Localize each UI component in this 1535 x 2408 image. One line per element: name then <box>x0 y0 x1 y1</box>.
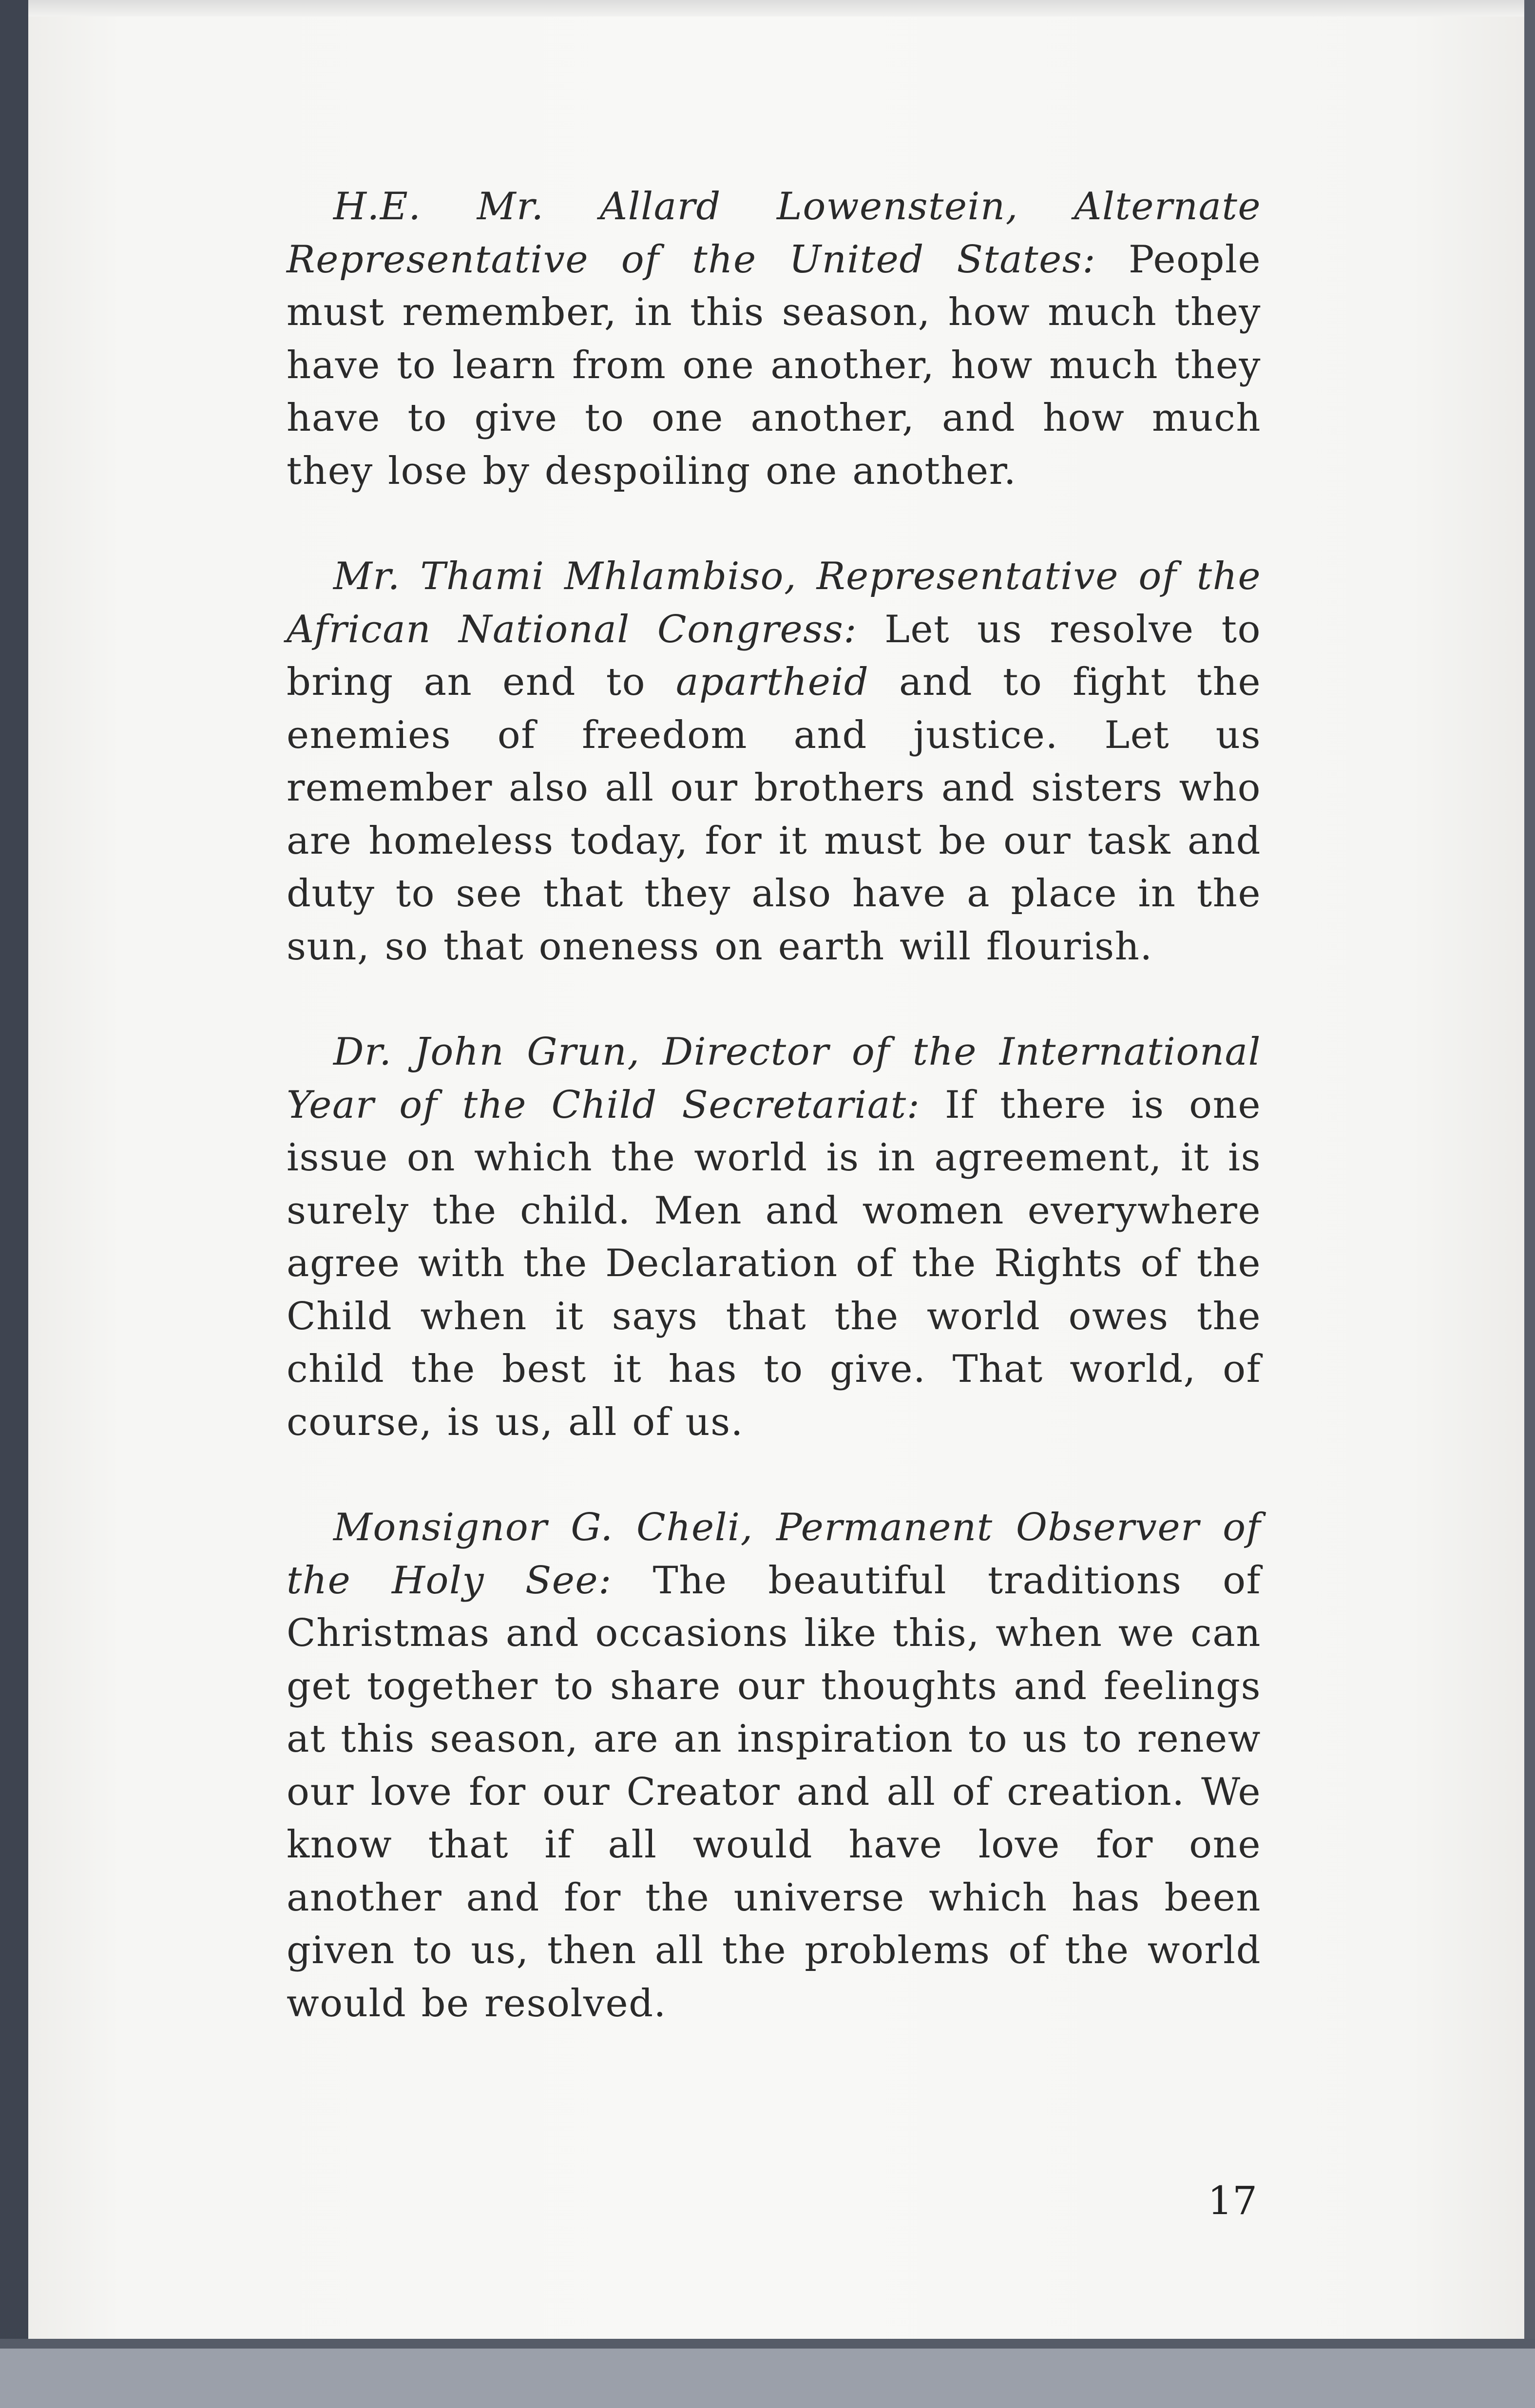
statement-lowenstein: People must remember, in this season, how much they have to learn from one another, how much they have to give to one another, and how much they lose by despoiling one another. <box>287 237 1262 493</box>
body-text <box>287 180 1261 2083</box>
speaker-cheli: Monsignor G. Cheli, Permanent Observer of the Holy See: <box>287 1506 1261 1603</box>
speaker-mhlambiso: Mr. Thami Mhlambiso, Representative of the African National Congress: <box>287 554 1261 651</box>
statement-mhlambiso-part2: and to fight the enemies of freedom and justice. Let us remember also all our brothers and sisters who are homeless today, for it must be our task and duty to see that they also have a place in the sun, so that oneness on earth will flourish. <box>287 660 1261 969</box>
statement-mhlambiso-part1: Let us resolve to bring an end to <box>287 607 1261 704</box>
speaker-lowenstein: H.E. Mr. Allard Lowenstein, Alternate Representative of the United States: <box>287 185 1261 282</box>
paragraph-cheli <box>287 1501 1261 2030</box>
scan-edge-left <box>0 0 28 2408</box>
statement-mhlambiso-emphasis: apartheid <box>675 660 869 704</box>
page-number: 17 <box>1208 2178 1257 2223</box>
scan-edge-top <box>28 0 1535 17</box>
statement-cheli: The beautiful traditions of Christmas and occasions like this, when we can get together to share our thoughts and feelings at this season, are an inspiration to us to renew our love for our Creator and all of creation. We know that if all would have love for one another and for the universe which has been given to us, then all the problems of the world would be resolved. <box>287 1558 1262 2026</box>
paragraph-grun <box>287 1026 1261 1449</box>
paragraph-lowenstein <box>287 180 1261 497</box>
speaker-grun: Dr. John Grun, Director of the International Year of the Child Secretariat: <box>287 1030 1261 1127</box>
scan-edge-bottom-band <box>0 2339 1535 2349</box>
statement-grun: If there is one issue on which the world is in agreement, it is surely the child. Men and women everywhere agree with the Declaration of the Rights of the Child when it says that the world owes the child the best it has to give. That world, of course, is us, all of us. <box>287 1083 1261 1444</box>
scan-edge-bottom <box>0 2339 1535 2408</box>
scan-edge-right <box>1524 0 1535 2408</box>
paragraph-mhlambiso <box>287 550 1261 973</box>
